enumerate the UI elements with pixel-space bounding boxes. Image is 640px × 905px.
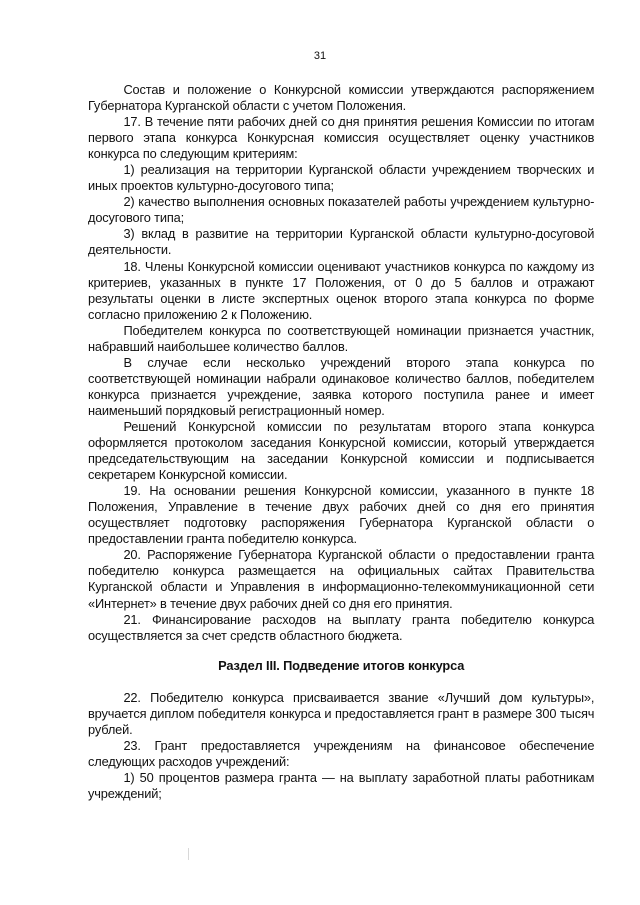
paragraph: Решений Конкурсной комиссии по результатам второго этапа конкурса оформляется протоколом заседания Конкурсной комиссии, который утверждается председательствующим на заседании Конкурсной комиссии и подписывается секретарем Конкурсной комиссии. [88, 418, 595, 483]
section-heading: Раздел III. Подведение итогов конкурса [218, 657, 465, 673]
scan-artifact [188, 848, 189, 860]
paragraph: 22. Победителю конкурса присваивается звание «Лучший дом культуры», вручается диплом победителя конкурса и предоставляется грант в размере 300 тысяч рублей. [88, 689, 595, 737]
paragraph: 20. Распоряжение Губернатора Курганской области о предоставлении гранта победителю конкурса размещается на официальных сайтах Правительства Курганской области и Управления в информационно-телекоммуникационной сети «Интернет» в течение двух рабочих дней со дня его принятия. [88, 547, 595, 611]
paragraph: 17. В течение пяти рабочих дней со дня принятия решения Комиссии по итогам первого этапа конкурса Конкурсная комиссия осуществляет оценку участников конкурса по следующим критериям: [88, 114, 595, 162]
paragraph: В случае если несколько учреждений второго этапа конкурса по соответствующей номинации набрали одинаковое количество баллов, победителем конкурса признается учреждение, заявка которого поступила ранее и имеет наименьший порядковый регистрационный номер. [88, 354, 595, 418]
document-body [88, 82, 594, 802]
paragraph: 1) 50 процентов размера гранта — на выплату заработной платы работникам учреждений; [88, 769, 595, 801]
paragraph: Состав и положение о Конкурсной комиссии утверждаются распоряжением Губернатора Курганской области с учетом Положения. [88, 82, 595, 114]
paragraph: Победителем конкурса по соответствующей номинации признается участник, набравший наибольшее количество баллов. [88, 322, 595, 354]
paragraph: 21. Финансирование расходов на выплату гранта победителю конкурса осуществляется за счет средств областного бюджета. [88, 611, 595, 643]
paragraph: 19. На основании решения Конкурсной комиссии, указанного в пункте 18 Положения, Управление в течение двух рабочих дней со дня его принятия осуществляет подготовку распоряжения Губернатора Курганской области о предоставлении гранта победителю конкурса. [88, 483, 595, 547]
paragraph: 2) качество выполнения основных показателей работы учреждением культурно-досугового типа; [88, 194, 595, 226]
paragraph: 23. Грант предоставляется учреждениям на финансовое обеспечение следующих расходов учреждений: [88, 737, 595, 769]
paragraph: 18. Члены Конкурсной комиссии оценивают участников конкурса по каждому из критериев, указанных в пункте 17 Положения, от 0 до 5 баллов и отражают результаты оценки в листе экспертных оценок второго этапа конкурса по форме согласно приложению 2 к Положению. [88, 258, 595, 322]
paragraph: 3) вклад в развитие на территории Курганской области культурно-досуговой деятельности. [88, 226, 595, 258]
paragraph: 1) реализация на территории Курганской области учреждением творческих и иных проектов культурно-досугового типа; [88, 162, 595, 194]
page-number: 31 [313, 50, 327, 62]
